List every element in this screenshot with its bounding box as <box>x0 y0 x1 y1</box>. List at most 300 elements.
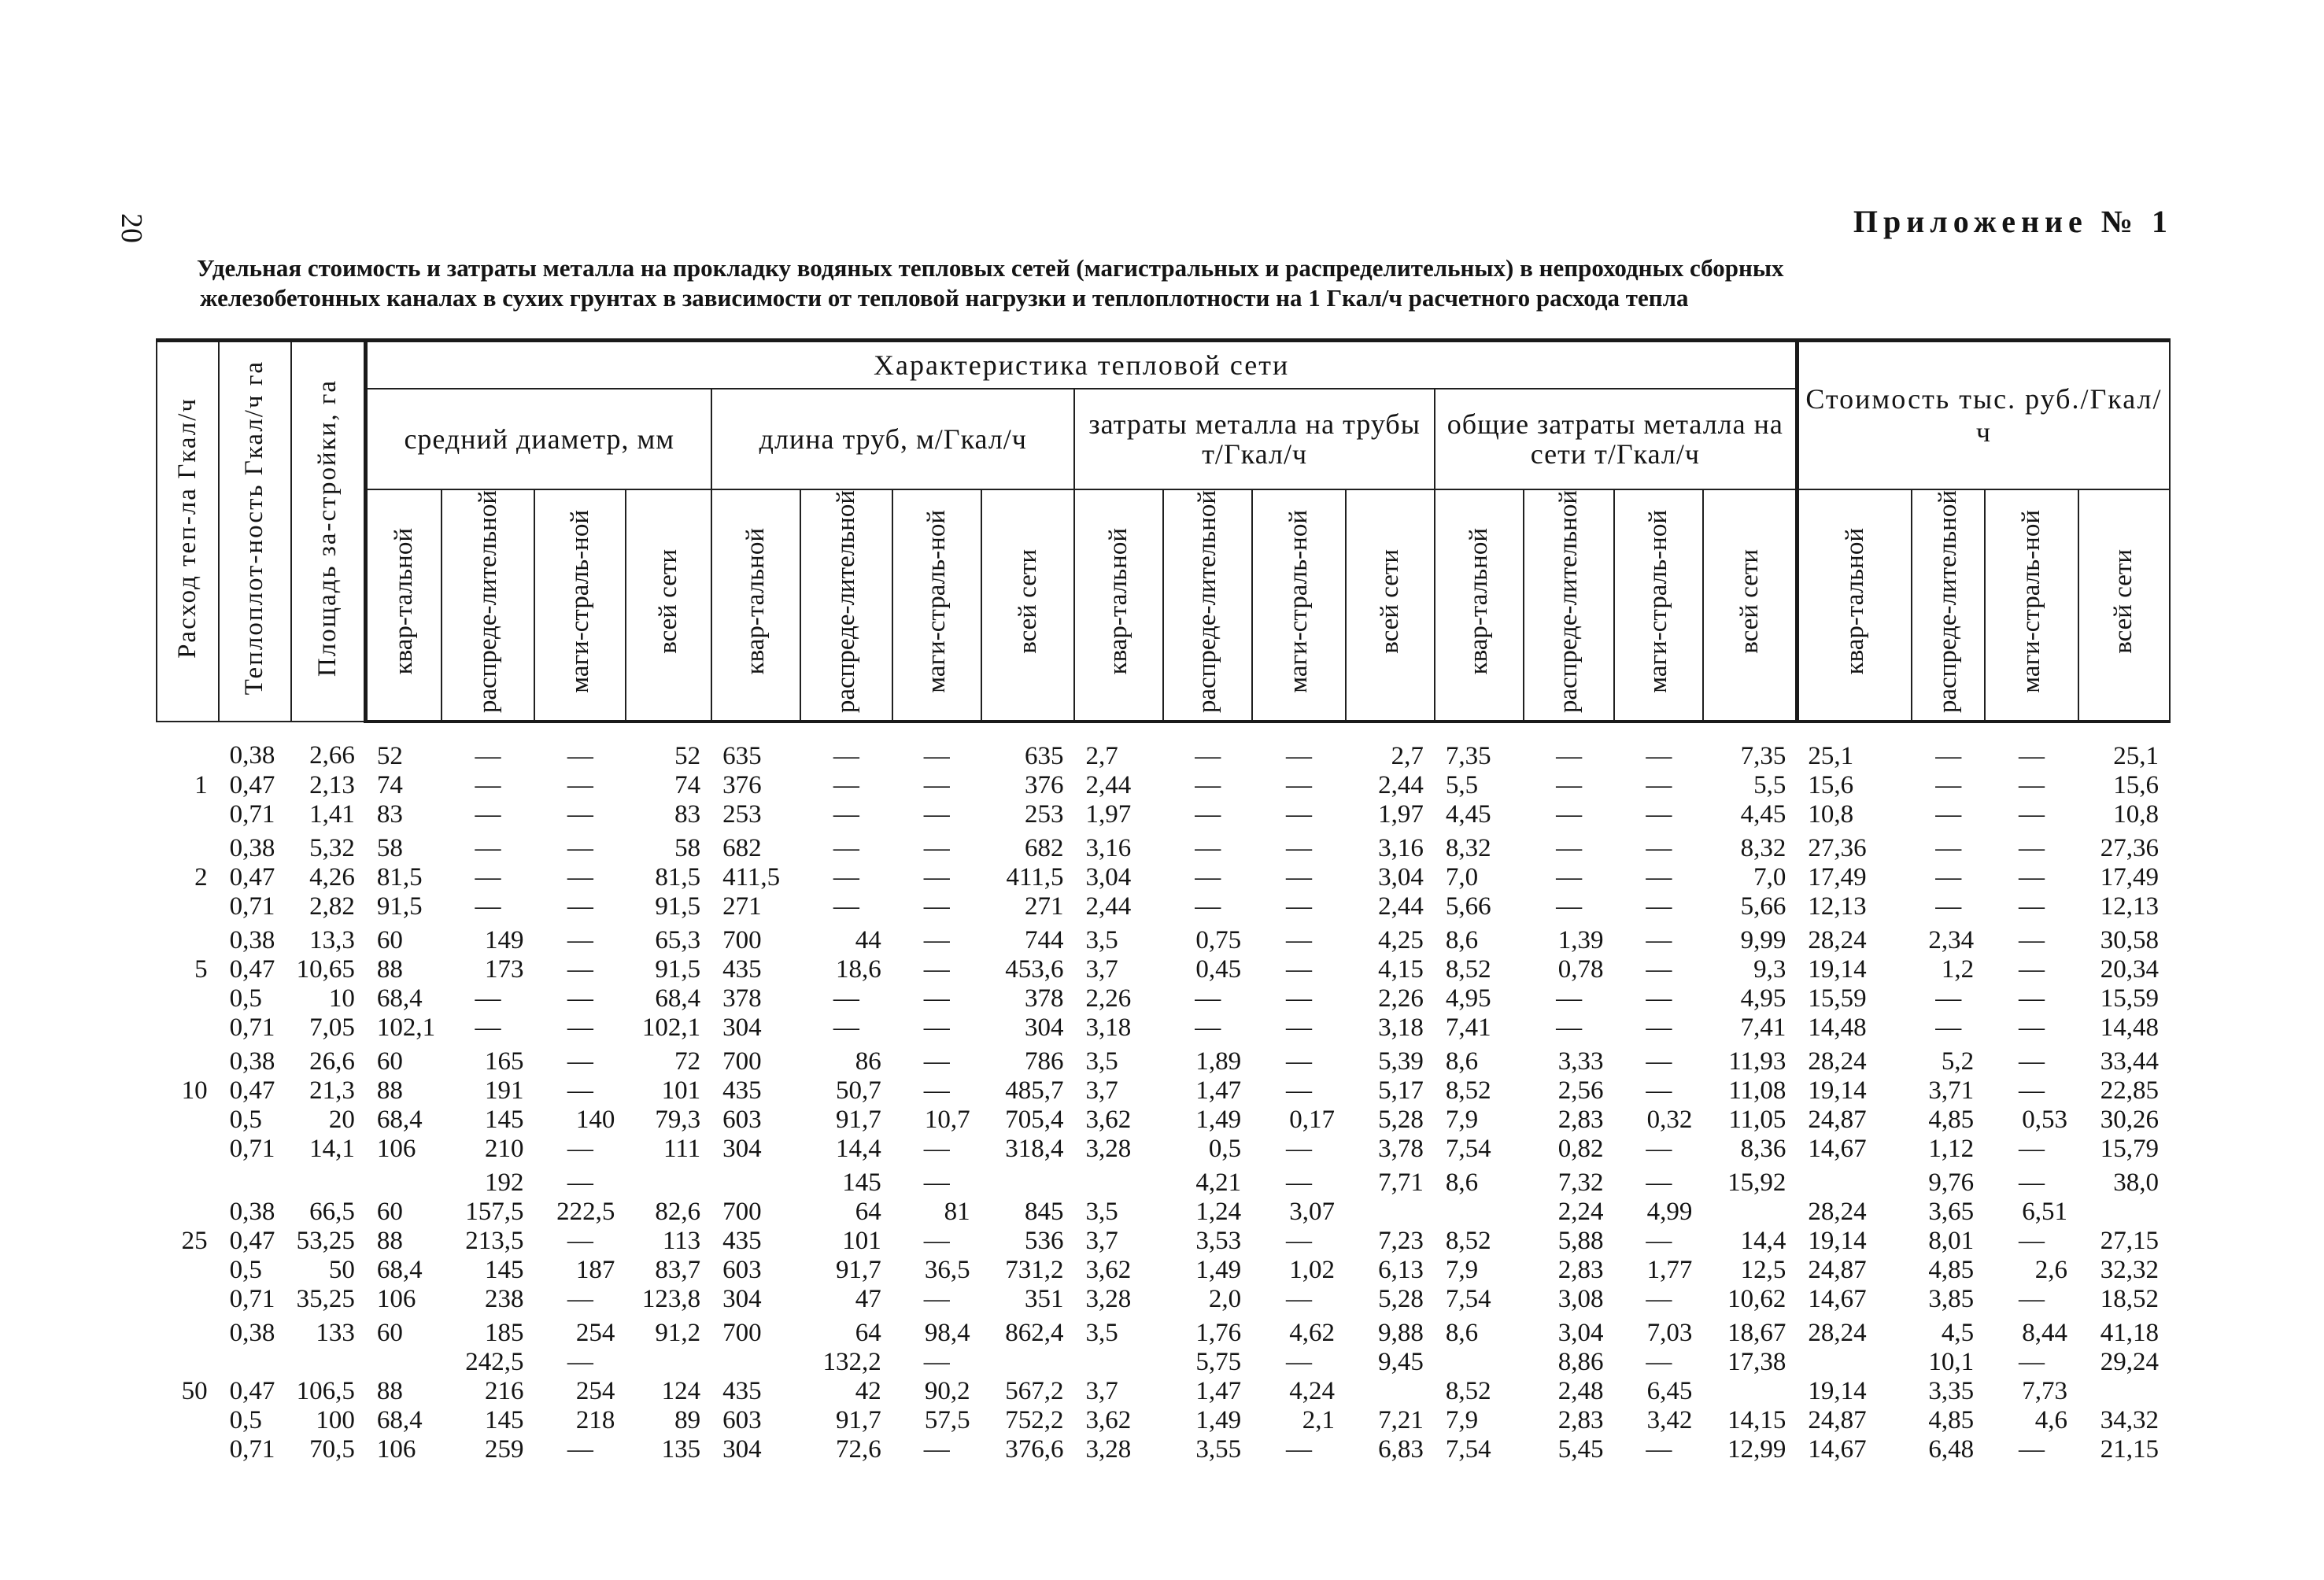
table-cell: 5,39 <box>1378 1047 1424 1076</box>
table-cell: 0,47 <box>229 1227 275 1256</box>
table-cell: 304 <box>722 1435 762 1464</box>
table-cell: 700 <box>722 926 762 955</box>
table-cell: 9,76 <box>1928 1168 1975 1198</box>
table-cell: 4,99 <box>1646 1198 1693 1227</box>
subheader-main: маги-страль-ной <box>1985 489 2078 722</box>
table-cell: 91,5 <box>655 955 701 984</box>
table-cell: 15,59 <box>1808 984 1867 1013</box>
table-cell: 567,2 <box>1005 1377 1064 1406</box>
table-cell: 7,71 <box>1378 1168 1424 1198</box>
table-cell: 28,24 <box>1808 926 1867 955</box>
table-cell: 133 <box>316 1319 355 1348</box>
table-cell: 411,5 <box>722 863 781 892</box>
table-cell: 242,5 <box>465 1348 524 1377</box>
table-cell <box>1435 1198 1524 1227</box>
table-cell: 0,45 <box>1195 955 1242 984</box>
table-cell: 91,7 <box>836 1256 881 1285</box>
table-cell: 9,45 <box>1378 1348 1424 1377</box>
table-cell: — <box>1646 1348 1672 1377</box>
table-cell: 68,4 <box>376 1406 423 1435</box>
table-cell: 19,14 <box>1808 955 1867 984</box>
table-cell: 50 <box>328 1256 355 1285</box>
table-cell: 27,36 <box>1808 834 1867 863</box>
table-cell: 8,32 <box>1445 834 1491 863</box>
table-cell: — <box>923 1135 950 1164</box>
table-cell: — <box>567 800 593 829</box>
table-cell: 376,6 <box>1005 1435 1064 1464</box>
table-cell: — <box>567 834 593 863</box>
table-cell: 11,93 <box>1728 1047 1786 1076</box>
table-cell: 0,47 <box>229 771 275 800</box>
table-cell: 4,21 <box>1195 1168 1242 1198</box>
table-cell <box>219 1348 292 1377</box>
table-cell: 7,73 <box>2022 1377 2067 1406</box>
table-cell: 90,2 <box>924 1377 970 1406</box>
table-cell: 91,7 <box>836 1406 881 1435</box>
table-cell: 70,5 <box>309 1435 355 1464</box>
table-cell: 18,52 <box>2100 1285 2159 1314</box>
table-cell: 10 <box>328 984 355 1013</box>
table-row <box>157 1377 2170 1406</box>
table-cell: — <box>1286 926 1313 955</box>
table-cell: 187 <box>575 1256 615 1285</box>
table-cell: 0,38 <box>229 741 275 770</box>
header-network-characteristics: Характеристика тепловой сети <box>366 341 1797 389</box>
table-cell: — <box>2019 1076 2045 1106</box>
table-cell: 2,83 <box>1557 1106 1604 1135</box>
table-cell: 3,7 <box>1085 1377 1118 1406</box>
table-cell: 1,12 <box>1928 1135 1975 1164</box>
table-cell: 3,04 <box>1557 1319 1604 1348</box>
table-cell: 0,71 <box>229 1135 275 1164</box>
table-cell: 10,7 <box>924 1106 970 1135</box>
table-cell: 10 <box>181 1076 208 1106</box>
table-cell <box>157 1106 219 1135</box>
table-cell: 1,47 <box>1195 1377 1242 1406</box>
table-row <box>157 1348 2170 1377</box>
table-cell <box>2078 1198 2170 1227</box>
table-cell: 8,6 <box>1445 1168 1479 1198</box>
subheader-quarter: квар-тальной <box>1797 489 1912 722</box>
table-cell: 4,5 <box>1941 1319 1975 1348</box>
table-cell: 4,85 <box>1928 1406 1975 1435</box>
table-cell: 2,44 <box>1085 771 1132 800</box>
table-cell: 17,49 <box>2100 863 2159 892</box>
table-cell <box>1703 1377 1797 1406</box>
table-cell: 106,5 <box>296 1377 355 1406</box>
table-cell: 8,86 <box>1557 1348 1604 1377</box>
table-row <box>157 722 2170 771</box>
table-cell <box>711 1348 800 1377</box>
subheader-distribution: распреде-лительной <box>800 489 892 722</box>
table-cell: 304 <box>722 1285 762 1314</box>
table-cell <box>157 984 219 1013</box>
table-cell: 9,99 <box>1740 926 1786 955</box>
table-cell: 58 <box>674 834 701 863</box>
table-cell: 635 <box>1024 742 1064 771</box>
subheader-whole-network: всей сети <box>981 489 1075 722</box>
table-row <box>157 1285 2170 1314</box>
table-cell: — <box>1935 742 1962 771</box>
table-cell: 705,4 <box>1005 1106 1064 1135</box>
table-cell: 4,15 <box>1378 955 1424 984</box>
table-cell: — <box>1935 863 1962 892</box>
table-cell: 145 <box>484 1256 524 1285</box>
table-cell: 2,44 <box>1378 892 1424 921</box>
table-row <box>157 1435 2170 1464</box>
table-cell: — <box>923 1047 950 1076</box>
table-cell: — <box>567 1285 593 1314</box>
table-cell: — <box>1556 1013 1583 1043</box>
table-cell: 1,24 <box>1195 1198 1242 1227</box>
table-cell: 35,25 <box>296 1285 355 1314</box>
table-cell: 52 <box>674 742 701 771</box>
table-cell: 14,4 <box>836 1135 881 1164</box>
table-cell <box>1346 1377 1435 1406</box>
table-cell: 81,5 <box>655 863 701 892</box>
table-cell: 1,41 <box>309 800 355 829</box>
table-row <box>157 892 2170 921</box>
table-cell: — <box>1286 1227 1313 1256</box>
table-cell: — <box>1646 955 1672 984</box>
table-cell: 64 <box>855 1319 881 1348</box>
table-cell: — <box>1286 984 1313 1013</box>
table-row <box>157 921 2170 955</box>
table-cell: — <box>923 1348 950 1377</box>
header-total-metal: общие затраты металла на сети т/Гкал/ч <box>1435 389 1797 489</box>
table-cell: 145 <box>842 1168 881 1198</box>
table-cell: — <box>833 771 859 800</box>
table-cell: — <box>1646 742 1672 771</box>
table-cell: 106 <box>376 1135 416 1164</box>
table-cell: 60 <box>376 1198 403 1227</box>
table-cell: — <box>923 1285 950 1314</box>
table-cell: 435 <box>722 1076 762 1106</box>
table-cell: 1,39 <box>1557 926 1604 955</box>
table-cell <box>157 1406 219 1435</box>
table-cell: 5,66 <box>1740 892 1786 921</box>
table-cell: 0,47 <box>229 955 275 984</box>
table-cell: 7,05 <box>309 1013 355 1043</box>
table-cell: 8,44 <box>2022 1319 2067 1348</box>
table-cell <box>157 1198 219 1227</box>
table-cell <box>1346 1198 1435 1227</box>
table-cell: 33,44 <box>2100 1047 2159 1076</box>
table-cell: 36,5 <box>924 1256 970 1285</box>
table-cell: — <box>1935 892 1962 921</box>
table-cell <box>1797 1164 1912 1198</box>
table-cell: 7,41 <box>1740 1013 1786 1043</box>
table-cell: 14,15 <box>1727 1406 1786 1435</box>
table-cell: 3,18 <box>1378 1013 1424 1043</box>
table-cell: 86 <box>855 1047 881 1076</box>
table-cell: 7,03 <box>1646 1319 1693 1348</box>
table-cell: 376 <box>722 771 762 800</box>
table-cell: 15,79 <box>2100 1135 2159 1164</box>
subheader-quarter: квар-тальной <box>366 489 442 722</box>
table-cell: 351 <box>1024 1285 1064 1314</box>
table-cell <box>711 1164 800 1198</box>
table-cell: 3,04 <box>1085 863 1132 892</box>
table-cell <box>219 1164 292 1198</box>
table-cell: — <box>923 984 950 1013</box>
table-cell: 8,52 <box>1445 1227 1491 1256</box>
table-cell: 1,49 <box>1195 1106 1242 1135</box>
table-cell: 68,4 <box>376 1106 423 1135</box>
table-cell: 3,85 <box>1928 1285 1975 1314</box>
table-cell <box>1797 1348 1912 1377</box>
table-cell: — <box>2019 1435 2045 1464</box>
table-cell: 10,65 <box>296 955 355 984</box>
table-cell: 68,4 <box>376 1256 423 1285</box>
table-cell: 7,35 <box>1740 742 1786 771</box>
table-cell: — <box>833 834 859 863</box>
table-cell: — <box>475 892 501 921</box>
table-cell: 81,5 <box>376 863 423 892</box>
table-cell: — <box>833 863 859 892</box>
table-cell: 7,9 <box>1445 1256 1479 1285</box>
table-cell: — <box>1646 1135 1672 1164</box>
table-cell: 30,26 <box>2100 1106 2159 1135</box>
table-cell: 91,7 <box>836 1106 881 1135</box>
table-cell: 453,6 <box>1005 955 1064 984</box>
table-cell <box>157 800 219 829</box>
table-cell: — <box>833 800 859 829</box>
table-cell: — <box>923 926 950 955</box>
table-cell: 88 <box>376 1227 403 1256</box>
table-cell <box>1074 1164 1163 1198</box>
table-cell: — <box>1286 1076 1313 1106</box>
header-area: Площадь за-стройки, га <box>291 341 366 722</box>
table-cell: — <box>475 742 501 771</box>
table-cell: — <box>2019 834 2045 863</box>
table-cell: 66,5 <box>309 1198 355 1227</box>
table-cell <box>157 1314 219 1348</box>
table-cell: — <box>1286 1013 1313 1043</box>
table-cell: 79,3 <box>655 1106 701 1135</box>
table-cell: — <box>1286 742 1313 771</box>
table-cell: 165 <box>484 1047 524 1076</box>
table-cell: 8,36 <box>1740 1135 1786 1164</box>
subheader-whole-network: всей сети <box>1703 489 1797 722</box>
table-cell: 0,47 <box>229 863 275 892</box>
table-cell: 14,48 <box>1808 1013 1867 1043</box>
table-cell: 3,65 <box>1928 1198 1975 1227</box>
header-pipe-metal: затраты металла на трубы т/Гкал/ч <box>1074 389 1434 489</box>
table-cell: 8,6 <box>1445 926 1479 955</box>
table-cell: 2,48 <box>1557 1377 1604 1406</box>
table-cell: 3,71 <box>1928 1076 1975 1106</box>
table-cell: — <box>1646 800 1672 829</box>
table-cell: 216 <box>484 1377 524 1406</box>
table-cell: 603 <box>722 1106 762 1135</box>
table-cell: 14,67 <box>1808 1435 1867 1464</box>
table-cell: — <box>1286 800 1313 829</box>
table-cell: 4,45 <box>1740 800 1786 829</box>
table-cell: 4,95 <box>1740 984 1786 1013</box>
table-cell: 21,3 <box>309 1076 355 1106</box>
table-cell: 123,8 <box>641 1285 701 1314</box>
table-cell: 6,51 <box>2022 1198 2067 1227</box>
table-cell: 1,97 <box>1085 800 1132 829</box>
table-cell: — <box>2019 1135 2045 1164</box>
table-cell: 1,97 <box>1378 800 1424 829</box>
table-cell: — <box>923 742 950 771</box>
table-cell: 700 <box>722 1047 762 1076</box>
title-line-1: Удельная стоимость и затраты металла на прокладку водяных тепловых сетей (магистральных и распределительных) в непроходных сборных <box>197 254 1784 282</box>
table-cell: 3,28 <box>1085 1285 1132 1314</box>
table-cell: 3,35 <box>1928 1377 1975 1406</box>
table-cell: 3,08 <box>1557 1285 1604 1314</box>
header-pipe-length: длина труб, м/Гкал/ч <box>711 389 1074 489</box>
table-cell: 0,17 <box>1289 1106 1335 1135</box>
table-cell: 8,6 <box>1445 1319 1479 1348</box>
table-cell: 0,71 <box>229 1285 275 1314</box>
table-cell: 2,13 <box>309 771 355 800</box>
table-cell: 6,13 <box>1378 1256 1424 1285</box>
table-cell: 9,88 <box>1378 1319 1424 1348</box>
table-cell: 8,01 <box>1928 1227 1975 1256</box>
table-cell: — <box>833 892 859 921</box>
table-cell <box>626 1348 711 1377</box>
table-cell: — <box>923 800 950 829</box>
table-cell: 64 <box>855 1198 881 1227</box>
table-cell: 7,0 <box>1753 863 1786 892</box>
table-cell: 3,7 <box>1085 955 1118 984</box>
table-cell: — <box>1195 742 1221 771</box>
table-cell <box>157 1164 219 1198</box>
table-cell: 682 <box>1024 834 1064 863</box>
table-cell: 3,33 <box>1557 1047 1604 1076</box>
subheader-distribution: распреде-лительной <box>1163 489 1252 722</box>
table-cell: 5,32 <box>309 834 355 863</box>
table-cell <box>157 1013 219 1043</box>
table-cell: 132,2 <box>822 1348 881 1377</box>
table-cell: 149 <box>484 926 524 955</box>
table-cell: — <box>1556 742 1583 771</box>
table-cell: 3,55 <box>1195 1435 1242 1464</box>
table-cell: — <box>2019 800 2045 829</box>
table-cell: 3,16 <box>1378 834 1424 863</box>
table-cell: 68,4 <box>376 984 423 1013</box>
table-cell <box>157 1135 219 1164</box>
table-cell: 14,4 <box>1740 1227 1786 1256</box>
table-cell: 15,6 <box>1808 771 1854 800</box>
table-cell: — <box>1556 892 1583 921</box>
table-cell: 72 <box>674 1047 701 1076</box>
table-cell: 7,35 <box>1445 742 1491 771</box>
table-cell: 34,32 <box>2100 1406 2159 1435</box>
table-cell: — <box>1646 863 1672 892</box>
table-cell: 3,5 <box>1085 926 1118 955</box>
table-cell: 27,36 <box>2100 834 2159 863</box>
table-cell: 21,15 <box>2100 1435 2159 1464</box>
table-cell: 24,87 <box>1808 1256 1867 1285</box>
table-cell: 1 <box>194 771 208 800</box>
table-cell: 3,16 <box>1085 834 1132 863</box>
table-cell: 60 <box>376 1319 403 1348</box>
table-cell: — <box>475 800 501 829</box>
table-cell <box>981 1348 1075 1377</box>
table-cell <box>157 892 219 921</box>
table-cell: 12,13 <box>2100 892 2159 921</box>
table-cell: 254 <box>575 1319 615 1348</box>
table-cell: — <box>567 1135 593 1164</box>
table-cell: 435 <box>722 1227 762 1256</box>
table-cell: 60 <box>376 926 403 955</box>
table-row <box>157 1135 2170 1164</box>
table-cell: 1,89 <box>1195 1047 1242 1076</box>
table-cell: 2,44 <box>1085 892 1132 921</box>
table-cell: 38,0 <box>2113 1168 2159 1198</box>
table-cell: — <box>1935 771 1962 800</box>
table-cell: — <box>923 834 950 863</box>
table-cell: 50 <box>181 1377 208 1406</box>
table-cell: 106 <box>376 1285 416 1314</box>
table-cell: — <box>567 955 593 984</box>
table-cell: 13,3 <box>309 926 355 955</box>
table-cell: 0,32 <box>1646 1106 1693 1135</box>
table-cell: 253 <box>1024 800 1064 829</box>
table-cell: 3,5 <box>1085 1047 1118 1076</box>
table-row <box>157 800 2170 829</box>
table-cell: 862,4 <box>1005 1319 1064 1348</box>
table-cell: — <box>1556 984 1583 1013</box>
table-cell: 24,87 <box>1808 1106 1867 1135</box>
table-cell: 20,34 <box>2100 955 2159 984</box>
table-cell: — <box>1286 1135 1313 1164</box>
table-cell: 7,54 <box>1445 1435 1491 1464</box>
table-cell: 271 <box>722 892 762 921</box>
table-cell: 91,2 <box>655 1319 701 1348</box>
table-cell <box>1435 1348 1524 1377</box>
table-cell: 68,4 <box>655 984 701 1013</box>
table-cell: 435 <box>722 1377 762 1406</box>
table-cell: 29,24 <box>2100 1348 2159 1377</box>
table-cell: 786 <box>1024 1047 1064 1076</box>
table-row <box>157 863 2170 892</box>
table-cell <box>157 921 219 955</box>
table-cell: — <box>1556 863 1583 892</box>
table-cell: — <box>1286 1435 1313 1464</box>
table-cell: 2 <box>194 863 208 892</box>
table-cell: 74 <box>376 771 403 800</box>
table-cell: 376 <box>1024 771 1064 800</box>
table-cell: 238 <box>484 1285 524 1314</box>
table-cell: 304 <box>1024 1013 1064 1043</box>
table-cell: 1,49 <box>1195 1256 1242 1285</box>
table-cell: 19,14 <box>1808 1076 1867 1106</box>
table-cell: 14,67 <box>1808 1285 1867 1314</box>
table-cell: 222,5 <box>556 1198 615 1227</box>
table-cell: 53,25 <box>296 1227 355 1256</box>
table-row <box>157 1256 2170 1285</box>
table-cell: — <box>475 834 501 863</box>
table-cell <box>366 1348 442 1377</box>
table-cell: — <box>1286 771 1313 800</box>
subheader-main: маги-страль-ной <box>1614 489 1703 722</box>
table-cell: — <box>2019 955 2045 984</box>
table-cell: 3,5 <box>1085 1198 1118 1227</box>
table-cell: 17,38 <box>1727 1348 1786 1377</box>
table-cell: — <box>567 1013 593 1043</box>
table-title <box>197 253 2164 313</box>
table-cell: 52 <box>376 742 403 771</box>
table-cell: 1,2 <box>1941 955 1975 984</box>
table-cell: 10,1 <box>1928 1348 1975 1377</box>
table-cell: 14,1 <box>309 1135 355 1164</box>
table-cell: — <box>1646 834 1672 863</box>
